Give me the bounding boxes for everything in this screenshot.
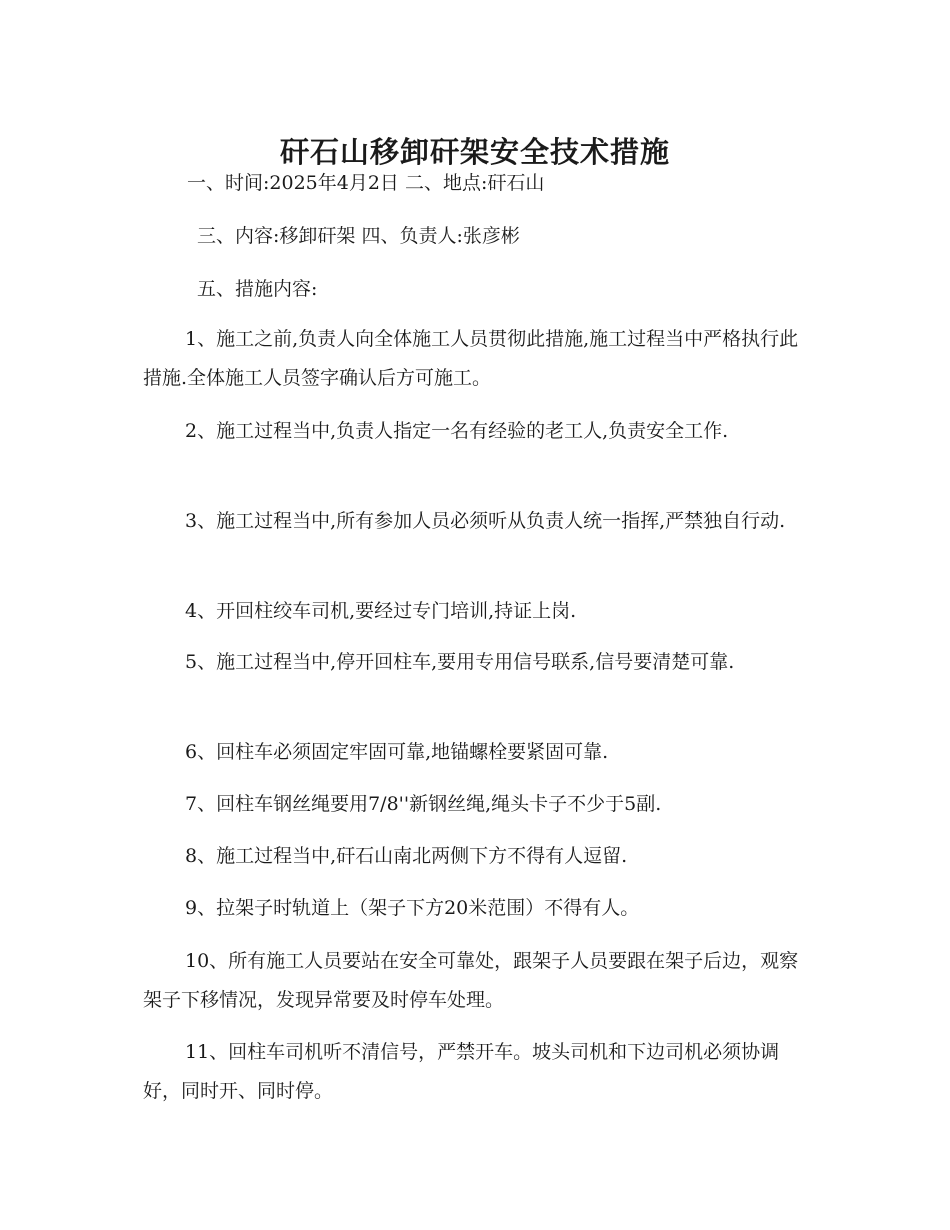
measure-item-4: 4、开回柱绞车司机,要经过专门培训,持证上岗. — [185, 600, 577, 622]
measure-item-10: 10、所有施工人员要站在安全可靠处，跟架子人员要跟在架子后边，观察架子下移情况，发现异常要及时停车处理。 — [143, 950, 799, 1011]
measure-item-2: 2、施工过程当中,负责人指定一名有经验的老工人,负责安全工作. — [185, 420, 729, 442]
meta-content-responsible: 三、内容:移卸矸架 四、负责人:张彦彬 — [197, 225, 520, 247]
measure-item-11: 11、回柱车司机听不清信号，严禁开车。坡头司机和下边司机必须协调好，同时开、同时停。 — [143, 1041, 780, 1102]
meta-time-location: 一、时间:2025年4月2日 二、地点:矸石山 — [187, 172, 545, 194]
document-title: 矸石山移卸矸架安全技术措施 — [279, 135, 670, 170]
measure-item-5: 5、施工过程当中,停开回柱车,要用专用信号联系,信号要清楚可靠. — [185, 651, 735, 673]
measure-item-7: 7、回柱车钢丝绳要用7/8''新钢丝绳,绳头卡子不少于5副. — [185, 793, 662, 815]
measure-item-1: 1、施工之前,负责人向全体施工人员贯彻此措施,施工过程当中严格执行此措施.全体施工人员签字确认后方可施工。 — [143, 328, 799, 389]
measure-item-9: 9、拉架子时轨道上（架子下方20米范围）不得有人。 — [185, 897, 640, 919]
measure-item-3: 3、施工过程当中,所有参加人员必须听从负责人统一指挥,严禁独自行动. — [185, 510, 786, 532]
measure-item-8: 8、施工过程当中,矸石山南北两侧下方不得有人逗留. — [185, 845, 628, 867]
measure-item-6: 6、回柱车必须固定牢固可靠,地锚螺栓要紧固可靠. — [185, 741, 609, 763]
meta-measures-heading: 五、措施内容: — [197, 278, 318, 300]
